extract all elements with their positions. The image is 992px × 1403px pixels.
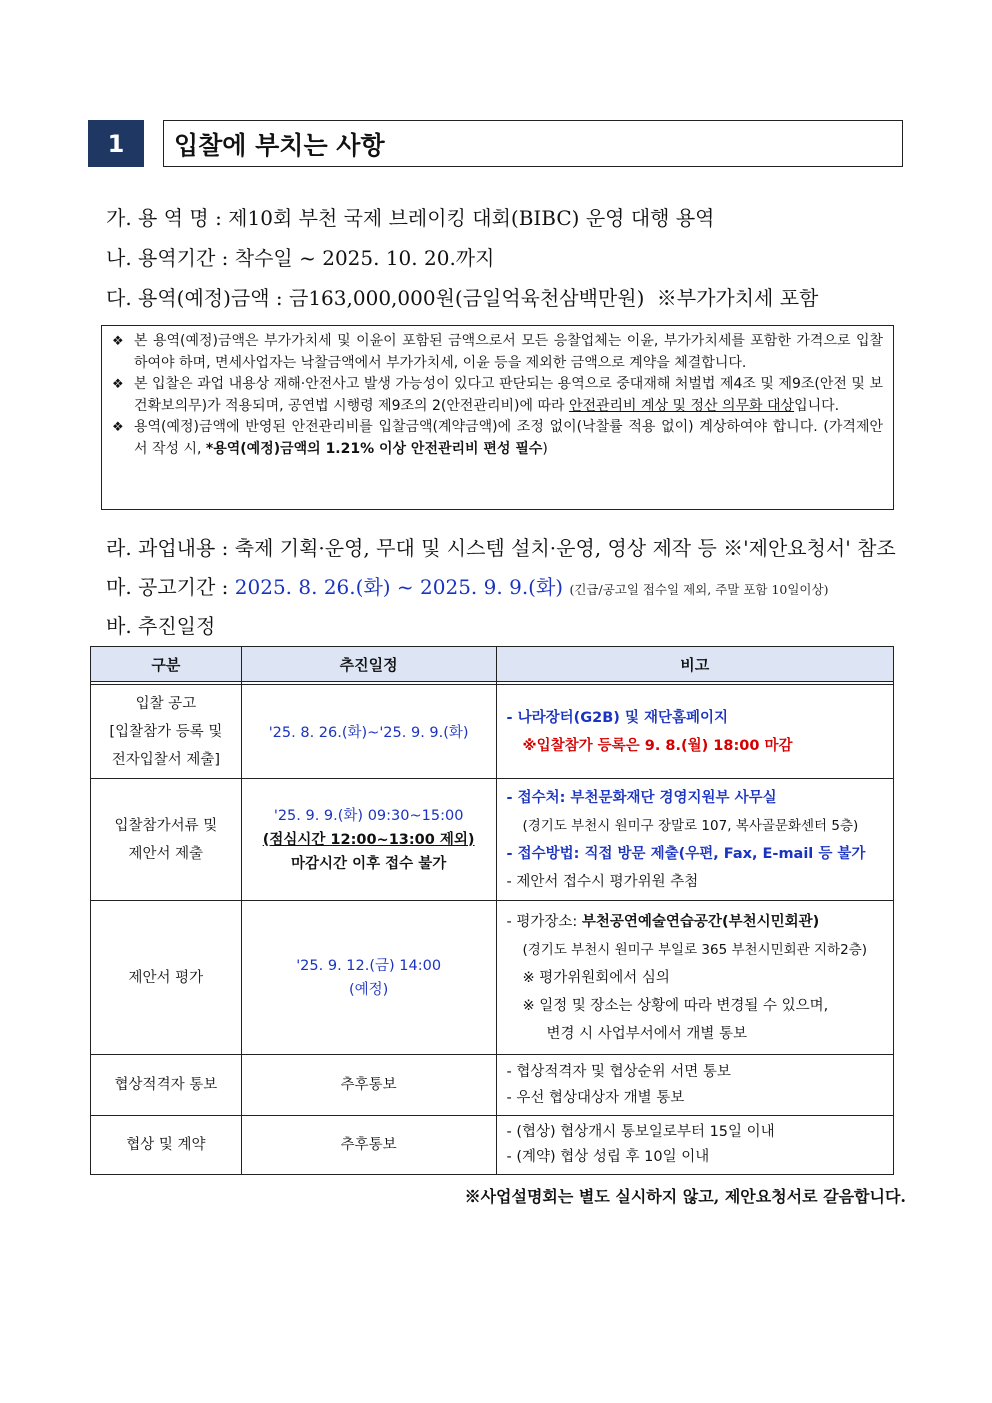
notice-text-part: 용역(예정)금액에 반영된 안전관리비를 입찰금액(계약금액)에 조정 없이(낙찰률 적용 없이) 계상하여야 합니다. (가격제안서 작성 시, <box>134 419 883 457</box>
remarks-cell <box>496 779 894 901</box>
notice-text-bold: *용역(예정)금액의 1.21% 이상 안전관리비 편성 필수 <box>205 440 543 457</box>
item-service-amount <box>106 282 818 311</box>
cell-line: 전자입찰서 제출] <box>111 751 221 768</box>
item-label: 다. 용역(예정)금액 : <box>106 286 283 310</box>
table-row <box>91 779 894 901</box>
item-note: (긴급/공고일 접수일 제외, 주말 포함 10일이상) <box>569 582 829 597</box>
cell-text-bold: 부천공연예술연습공간(부천시민회관) <box>581 913 820 930</box>
cell-text: - 평가장소: <box>506 913 582 930</box>
notice-bullet <box>112 374 883 417</box>
table-row <box>91 1055 894 1116</box>
cell-line: - 접수방법: 직접 방문 제출(우편, Fax, E-mail 등 불가 <box>506 845 866 862</box>
notice-text-underlined: 안전관리비 계상 및 정산 의무화 대상 <box>568 397 795 414</box>
item-label: 바. 추진일정 <box>106 614 216 638</box>
item-service-name <box>106 202 714 231</box>
cell-line: ※ 일정 및 장소는 상황에 따라 변경될 수 있으며, <box>522 997 829 1014</box>
item-label: 마. 공고기간 : <box>106 575 229 599</box>
notice-bullet <box>112 331 883 374</box>
schedule-cell: '25. 8. 26.(화)~'25. 9. 9.(화) <box>241 685 496 779</box>
notice-text <box>134 417 883 460</box>
item-value: 제10회 부천 국제 브레이킹 대회(BIBC) 운영 대행 용역 <box>228 206 715 230</box>
column-header: 구분 <box>91 647 242 682</box>
category-cell: 제안서 평가 <box>91 901 242 1055</box>
item-label: 나. 용역기간 : <box>106 246 229 270</box>
table-row <box>91 901 894 1055</box>
cell-line: - 접수처: 부천문화재단 경영지원부 사무실 <box>506 789 777 806</box>
item-value: 2025. 8. 26.(화) ~ 2025. 9. 9.(화) <box>234 575 564 599</box>
section-number: 1 <box>88 120 144 167</box>
table-row <box>91 685 894 779</box>
schedule-cell <box>241 901 496 1055</box>
item-label: 라. 과업내용 : <box>106 536 229 560</box>
diamond-bullet-icon: ❖ <box>112 377 124 392</box>
category-cell: 협상 및 계약 <box>91 1116 242 1175</box>
item-value: 금163,000,000원(금일억육천삼백만원) <box>289 286 645 310</box>
cell-line <box>507 908 884 936</box>
cell-line: - 제안서 접수시 평가위원 추첨 <box>506 873 699 890</box>
item-label: 가. 용 역 명 : <box>106 206 222 230</box>
notice-text: 본 용역(예정)금액은 부가가치세 및 이윤이 포함된 금액으로서 모든 응찰업체는 이윤, 부가가치세를 포함한 가격으로 입찰하여야 하며, 면세사업자는 낙찰금액에서 부가가치세, 이윤 등을 제외한 금액으로 계약을 체결합니다. <box>134 333 883 371</box>
schedule-table <box>90 646 894 1175</box>
section-header <box>88 120 903 167</box>
notice-bullet <box>112 417 883 460</box>
cell-line: '25. 9. 12.(금) 14:00 <box>296 957 442 974</box>
notice-text-part: ) <box>542 440 548 457</box>
cell-line: ※ 평가위원회에서 심의 <box>522 969 670 986</box>
footer-note: ※사업설명회는 별도 실시하지 않고, 제안요청서로 갈음합니다. <box>464 1187 906 1206</box>
table-header-row <box>91 647 894 682</box>
remarks-cell <box>496 685 894 779</box>
cell-line: '25. 9. 9.(화) 09:30~15:00 <box>273 807 464 824</box>
cell-line: ※입찰참가 등록은 9. 8.(월) 18:00 마감 <box>522 737 793 754</box>
category-cell <box>91 779 242 901</box>
cell-line: - 우선 협상대상자 개별 통보 <box>506 1090 685 1106</box>
cell-line: (경기도 부천시 원미구 장말로 107, 복사골문화센터 5층) <box>522 817 859 834</box>
table-row <box>91 1116 894 1175</box>
column-header: 비고 <box>496 647 894 682</box>
cell-line: 입찰 공고 <box>135 695 197 712</box>
item-value: 착수일 ~ 2025. 10. 20.까지 <box>234 246 495 270</box>
schedule-cell <box>241 779 496 901</box>
item-service-period <box>106 242 494 271</box>
cell-line: - 나라장터(G2B) 및 재단홈페이지 <box>506 709 729 726</box>
cell-line: [입찰참가 등록 및 <box>109 723 223 740</box>
notice-text-part: 본 입찰은 과업 내용상 재해·안전사고 발생 가능성이 있다고 판단되는 용역으로 중대재해 처벌법 제4조 및 제9조(안전 및 보건확보의무)가 적용되며, 공연법 시행령 제9조의 2(안전관리비)에 따라 <box>134 376 883 414</box>
cell-line: 제안서 제출 <box>128 845 204 862</box>
remarks-cell <box>496 1055 894 1116</box>
cell-line: - 협상적격자 및 협상순위 서면 통보 <box>506 1064 731 1080</box>
cell-line: (경기도 부천시 원미구 부일로 365 부천시민회관 지하2층) <box>522 941 867 958</box>
item-value: 축제 기획·운영, 무대 및 시스템 설치·운영, 영상 제작 등 ※'제안요청서' 참조 <box>234 536 896 560</box>
schedule-cell: 추후통보 <box>241 1116 496 1175</box>
cell-line: 변경 시 사업부서에서 개별 통보 <box>546 1025 748 1042</box>
category-cell: 협상적격자 통보 <box>91 1055 242 1116</box>
cell-line: - (협상) 협상개시 통보일로부터 15일 이내 <box>506 1124 775 1140</box>
diamond-bullet-icon: ❖ <box>112 420 124 435</box>
cell-line: (예정) <box>348 981 389 998</box>
item-schedule <box>106 610 215 639</box>
column-header: 추진일정 <box>241 647 496 682</box>
cell-line: (점심시간 12:00~13:00 제외) <box>262 831 475 848</box>
remarks-cell <box>496 1116 894 1175</box>
cell-line: - (계약) 협상 성립 후 10일 이내 <box>506 1149 710 1165</box>
notice-text <box>134 374 883 417</box>
section-title: 입찰에 부치는 사항 <box>163 120 903 167</box>
notice-box <box>101 325 894 510</box>
category-cell <box>91 685 242 779</box>
cell-line: 마감시간 이후 접수 불가 <box>291 855 447 872</box>
diamond-bullet-icon: ❖ <box>112 334 124 349</box>
item-task-content <box>106 532 896 561</box>
item-notice-period <box>106 571 828 600</box>
item-note: ※부가가치세 포함 <box>656 286 819 310</box>
notice-text-part: 입니다. <box>794 397 840 414</box>
cell-line: 입찰참가서류 및 <box>114 817 218 834</box>
remarks-cell <box>496 901 894 1055</box>
schedule-cell: 추후통보 <box>241 1055 496 1116</box>
